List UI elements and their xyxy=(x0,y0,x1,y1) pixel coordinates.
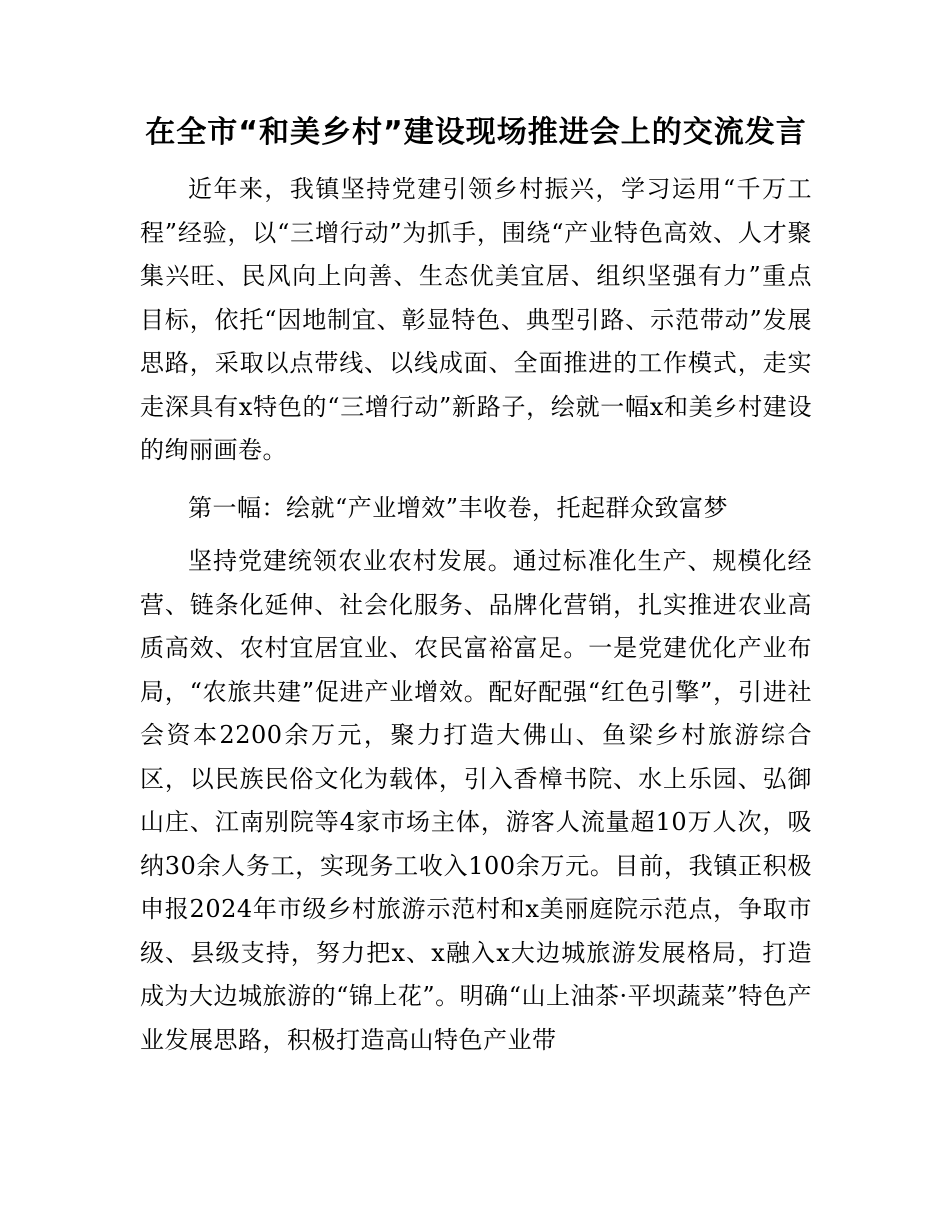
document-title: 在全市“和美乡村”建设现场推进会上的交流发言 xyxy=(145,115,807,150)
section-paragraph: 坚持党建统领农业农村发展。通过标准化生产、规模化经营、链条化延伸、社会化服务、品牌化营销，扎实推进农业高质高效、农村宜居宜业、农民富裕富足。一是党建优化产业布局，“农旅共建”促进产业增效。配好配强“红色引擎”，引进社会资本2200余万元，聚力打造大佛山、鱼梁乡村旅游综合区，以民族民俗文化为载体，引入香樟书院、水上乐园、弘御山庄、江南别院等4家市场主体，游客人流量超10万人次，吸纳30余人务工，实现务工收入100余万元。目前，我镇正积极申报2024年市级乡村旅游示范村和x美丽庭院示范点，争取市级、县级支持，努力把x、x融入x大边城旅游发展格局，打造成为大边城旅游的“锦上花”。明确“山上油茶·平坝蔬菜”特色产业发展思路，积极打造高山特色产业带 xyxy=(140,547,812,1054)
section-heading: 第一幅：绘就“产业增效”丰收卷，托起群众致富梦 xyxy=(188,493,729,522)
document-page xyxy=(140,110,812,1062)
intro-paragraph: 近年来，我镇坚持党建引领乡村振兴，学习运用“千万工程”经验，以“三增行动”为抓手，围绕“产业特色高效、人才聚集兴旺、民风向上向善、生态优美宜居、组织坚强有力”重点目标，依托“因地制宜、彰显特色、典型引路、示范带动”发展思路，采取以点带线、以线成面、全面推进的工作模式，走实走深具有x特色的“三增行动”新路子，绘就一幅x和美乡村建设的绚丽画卷。 xyxy=(140,175,812,464)
